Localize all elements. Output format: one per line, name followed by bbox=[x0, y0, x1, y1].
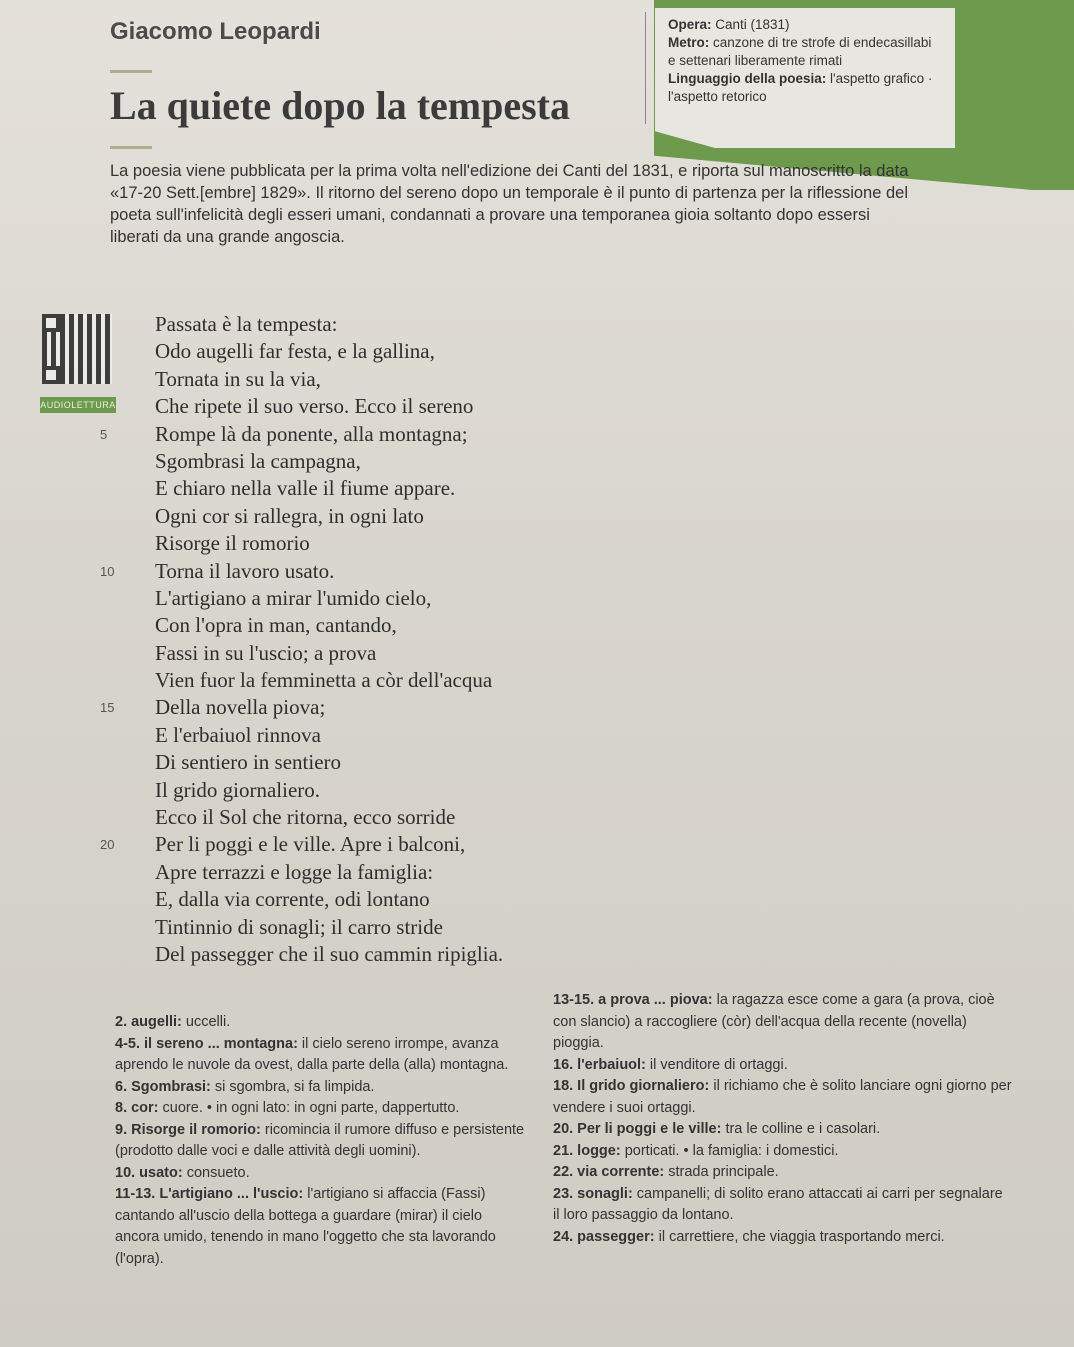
work-info bbox=[668, 16, 938, 106]
footnote bbox=[115, 1120, 525, 1163]
line-number: 20 bbox=[100, 837, 115, 853]
footnote-label: 22. via corrente: bbox=[553, 1164, 665, 1180]
footnote-text: consueto. bbox=[182, 1164, 250, 1181]
footnote-text: il cielo sereno irrompe, avanza aprendo le nuvole da ovest, dalla parte della (alla) montagna. bbox=[115, 1035, 509, 1073]
footnote-text: campanelli; di solito erano attaccati ai carri per segnalare il loro passaggio da lontano. bbox=[553, 1185, 1003, 1223]
footnote-label: 13-15. a prova ... piova: bbox=[553, 992, 713, 1008]
footnote-label: 4-5. il sereno ... montagna: bbox=[115, 1035, 298, 1052]
footnote bbox=[115, 1034, 525, 1077]
poem-line bbox=[100, 668, 620, 695]
footnote-text: uccelli. bbox=[181, 1014, 231, 1030]
verse-text: Tornata in su la via, bbox=[155, 366, 321, 391]
line-number: 15 bbox=[100, 700, 115, 716]
footnote-label: 18. Il grido giornaliero: bbox=[553, 1078, 710, 1094]
vertical-divider bbox=[645, 12, 646, 124]
verse-text: Fassi in su l'uscio; a prova bbox=[155, 640, 377, 665]
poem-line bbox=[100, 449, 620, 476]
verse-text: Che ripete il suo verso. Ecco il sereno bbox=[155, 394, 474, 419]
poem-line bbox=[100, 723, 620, 750]
footnote-text: l'artigiano si affaccia (Fassi) cantando all'uscio della bottega a guardare (mirar) il cielo ancora umido, tenendo in mano l'oggetto che sta lavorando (l'opra). bbox=[115, 1186, 496, 1267]
verse-text: Della novella piova; bbox=[155, 695, 326, 720]
footnote bbox=[553, 1076, 1013, 1119]
poem-line bbox=[100, 394, 620, 421]
verse-text: Con l'opra in man, cantando, bbox=[155, 613, 397, 638]
verse-text: Rompe là da ponente, alla montagna; bbox=[155, 421, 468, 446]
poem-line bbox=[100, 504, 620, 531]
footnote-label: 6. Sgombrasi: bbox=[115, 1078, 211, 1095]
footnote-label: 11-13. L'artigiano ... l'uscio: bbox=[115, 1186, 304, 1202]
footnote-label: 8. cor: bbox=[115, 1100, 159, 1116]
footnote bbox=[115, 1012, 525, 1034]
poem-line bbox=[100, 422, 620, 449]
poem-line bbox=[100, 778, 620, 805]
footnote-text: la ragazza esce come a gara (a prova, cioè con slancio) a raccogliere (còr) dell'acqua della recente (novella) pioggia. bbox=[553, 992, 995, 1051]
poem-line bbox=[100, 367, 620, 394]
poem-line bbox=[100, 695, 620, 722]
footnote-text: cuore. • in ogni lato: in ogni parte, dappertutto. bbox=[158, 1100, 460, 1116]
footnote-text: ricomincia il rumore diffuso e persistente (prodotto dalle voci e dalle attività degli uomini). bbox=[115, 1121, 525, 1159]
poem-line bbox=[100, 832, 620, 859]
verse-text: Sgombrasi la campagna, bbox=[155, 448, 361, 473]
verse-text: E, dalla via corrente, odi lontano bbox=[155, 887, 430, 912]
info-opera: Opera: Canti (1831) bbox=[668, 17, 790, 32]
footnote-label: 23. sonagli: bbox=[553, 1185, 633, 1202]
poem-line bbox=[100, 860, 620, 887]
info-metro: Metro: canzone di tre strofe di endecasillabi e settenari liberamente rimati bbox=[668, 35, 932, 68]
audio-label[interactable]: AUDIOLETTURA bbox=[40, 397, 116, 413]
verse-text: Risorge il romorio bbox=[155, 531, 310, 556]
footnote bbox=[553, 1227, 1013, 1249]
poem-line bbox=[100, 312, 620, 339]
author-name: Giacomo Leopardi bbox=[110, 18, 321, 45]
poem-line bbox=[100, 942, 620, 969]
poem-text bbox=[100, 312, 620, 969]
footnote-text: il venditore di ortaggi. bbox=[645, 1056, 788, 1073]
verse-text: E chiaro nella valle il fiume appare. bbox=[155, 476, 456, 501]
verse-text: Passata è la tempesta: bbox=[155, 312, 338, 336]
verse-text: Del passegger che il suo cammin ripiglia. bbox=[155, 941, 504, 966]
verse-text: Odo augelli far festa, e la gallina, bbox=[155, 339, 435, 364]
poem-line bbox=[100, 613, 620, 640]
footnote bbox=[115, 1077, 525, 1099]
verse-text: Tintinnio di sonagli; il carro stride bbox=[155, 914, 443, 939]
verse-text: Apre terrazzi e logge la famiglia: bbox=[155, 859, 434, 884]
verse-text: L'artigiano a mirar l'umido cielo, bbox=[155, 585, 432, 610]
footnote bbox=[553, 1055, 1013, 1077]
footnote bbox=[553, 1119, 1013, 1141]
poem-line bbox=[100, 586, 620, 613]
poem-title: La quiete dopo la tempesta bbox=[110, 83, 570, 128]
footnote-text: tra le colline e i casolari. bbox=[721, 1121, 881, 1137]
notes-left-column bbox=[115, 1012, 525, 1270]
poem-line bbox=[100, 750, 620, 777]
footnote bbox=[553, 990, 1013, 1055]
info-linguaggio: Linguaggio della poesia: l'aspetto grafico · l'aspetto retorico bbox=[668, 71, 933, 104]
footnote bbox=[553, 1141, 1013, 1163]
footnote-label: 21. logge: bbox=[553, 1142, 621, 1159]
poem-line bbox=[100, 559, 620, 586]
footnote bbox=[553, 1184, 1013, 1227]
poem-line bbox=[100, 805, 620, 832]
footnote-label: 2. augelli: bbox=[115, 1014, 182, 1030]
footnote-label: 24. passegger: bbox=[553, 1228, 655, 1245]
verse-text: E l'erbaiuol rinnova bbox=[155, 722, 321, 747]
poem-line bbox=[100, 915, 620, 942]
verse-text: Vien fuor la femminetta a còr dell'acqua bbox=[155, 668, 493, 693]
footnote-text: strada principale. bbox=[664, 1164, 779, 1180]
footnote-label: 16. l'erbaiuol: bbox=[553, 1056, 646, 1073]
footnote bbox=[115, 1163, 525, 1185]
poem-line bbox=[100, 887, 620, 914]
footnote-text: si sgombra, si fa limpida. bbox=[210, 1078, 375, 1095]
verse-text: Per li poggi e le ville. Apre i balconi, bbox=[155, 832, 466, 857]
verse-text: Il grido giornaliero. bbox=[155, 777, 321, 802]
divider-dash bbox=[110, 70, 152, 73]
verse-text: Ogni cor si rallegra, in ogni lato bbox=[155, 503, 424, 528]
footnote-text: il richiamo che è solito lanciare ogni giorno per vendere i suoi ortaggi. bbox=[553, 1078, 1012, 1116]
footnote-label: 20. Per li poggi e le ville: bbox=[553, 1121, 722, 1137]
footnote bbox=[115, 1184, 525, 1270]
poem-line bbox=[100, 339, 620, 366]
footnote bbox=[115, 1098, 525, 1120]
poem-line bbox=[100, 641, 620, 668]
footnote-label: 10. usato: bbox=[115, 1164, 183, 1181]
verse-text: Ecco il Sol che ritorna, ecco sorride bbox=[155, 805, 456, 830]
intro-paragraph: La poesia viene pubblicata per la prima volta nell'edizione dei Canti del 1831, e riporta sul manoscritto la data «17-20 Sett.[embre] 1829». Il ritorno del sereno dopo un temporale è il punto di partenza per la riflessione del poeta sull'infelicità degli esseri umani, condannati a provare una temporanea gioia soltanto dopo essersi liberati da una grande angoscia. bbox=[110, 162, 909, 246]
notes-right-column bbox=[553, 990, 1013, 1248]
verse-text: Di sentiero in sentiero bbox=[155, 750, 342, 775]
line-number: 10 bbox=[100, 563, 115, 579]
footnote bbox=[553, 1162, 1013, 1184]
poem-line bbox=[100, 531, 620, 558]
footnote-label: 9. Risorge il romorio: bbox=[115, 1121, 261, 1138]
divider-dash bbox=[110, 146, 152, 149]
footnote-text: porticati. • la famiglia: i domestici. bbox=[620, 1142, 839, 1159]
line-number: 5 bbox=[100, 426, 108, 442]
poem-line bbox=[100, 476, 620, 503]
footnote-text: il carrettiere, che viaggia trasportando merci. bbox=[654, 1228, 945, 1245]
verse-text: Torna il lavoro usato. bbox=[155, 558, 335, 583]
